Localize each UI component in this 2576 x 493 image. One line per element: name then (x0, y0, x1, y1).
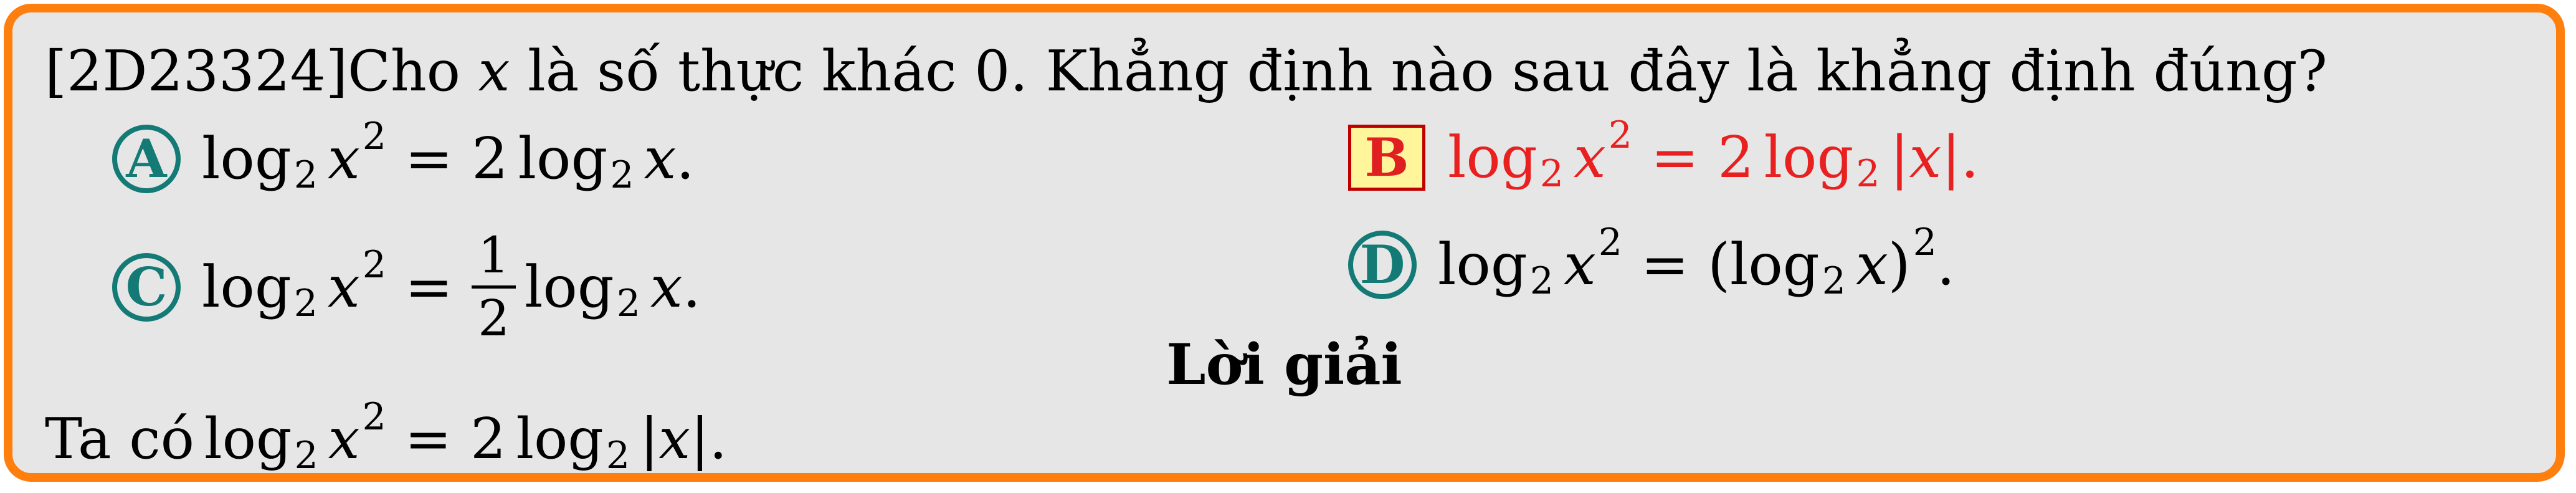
log-symbol: log (1448, 124, 1538, 191)
log-base: 2 (1539, 152, 1564, 196)
option-d-badge[interactable]: D (1348, 231, 1417, 299)
log-symbol: log (1764, 124, 1854, 191)
option-b[interactable] (1348, 113, 1979, 196)
variable: x (1573, 124, 1606, 191)
equals-sign: = (404, 253, 454, 320)
option-a-badge[interactable]: A (112, 125, 181, 193)
log-base: 2 (1856, 152, 1880, 196)
period: . (676, 125, 695, 192)
option-d-formula (1438, 221, 1956, 303)
option-b-badge[interactable]: B (1348, 125, 1425, 191)
coefficient: 2 (1718, 124, 1754, 191)
solution-title: Lời giải (1166, 332, 1402, 398)
option-b-formula (1448, 113, 1979, 196)
log-symbol: log (518, 125, 608, 192)
option-c-formula (202, 226, 701, 347)
close-paren: ) (1888, 231, 1911, 298)
log-symbol: log (1438, 231, 1528, 298)
question-text-start: Cho (347, 39, 478, 104)
variable: x (327, 125, 360, 192)
period: . (709, 406, 728, 472)
log-symbol: log (204, 406, 292, 472)
option-c-badge[interactable]: C (112, 253, 181, 322)
solution-prefix: Ta có (45, 406, 194, 472)
log-symbol: log (524, 253, 614, 320)
fraction-denominator: 2 (478, 289, 510, 347)
equals-sign: = (1650, 124, 1699, 191)
variable: x (1563, 231, 1596, 298)
log-symbol: log (1729, 231, 1820, 298)
fraction-numerator: 1 (478, 226, 510, 284)
log-symbol: log (516, 406, 604, 472)
coefficient: 2 (472, 125, 508, 192)
exponent: 2 (1608, 113, 1632, 157)
log-base: 2 (1529, 259, 1554, 303)
variable: x (328, 406, 360, 472)
log-base: 2 (293, 281, 318, 325)
solution-line (45, 395, 728, 477)
log-base: 2 (1822, 259, 1846, 303)
log-base: 2 (616, 281, 640, 325)
log-base: 2 (293, 153, 318, 197)
rhs-abs-variable: |x| (640, 406, 710, 472)
log-symbol: log (202, 125, 292, 192)
option-d[interactable] (1348, 221, 1956, 303)
rhs-variable: x (650, 253, 683, 320)
coefficient: 2 (470, 406, 506, 472)
exponent: 2 (362, 242, 386, 287)
equals-sign: = (1640, 231, 1690, 298)
option-a[interactable] (112, 115, 695, 197)
question-card (4, 4, 2565, 482)
log-base: 2 (610, 153, 634, 197)
variable: x (327, 253, 360, 320)
rhs-variable: x (1855, 231, 1888, 298)
period: . (1961, 124, 1979, 191)
question-code: [2D23324] (45, 39, 348, 104)
question-variable: x (478, 39, 510, 104)
question-line (45, 39, 2327, 104)
fraction (472, 226, 516, 347)
equals-sign: = (404, 406, 452, 472)
rhs-abs-variable: |x| (1889, 124, 1961, 191)
log-base: 2 (294, 434, 318, 477)
period: . (682, 253, 701, 320)
outer-exponent: 2 (1913, 221, 1937, 264)
exponent: 2 (362, 395, 386, 439)
equals-sign: = (404, 125, 454, 192)
rhs-variable: x (644, 125, 677, 192)
log-symbol: log (202, 253, 292, 320)
option-a-formula (202, 115, 695, 197)
exponent: 2 (1598, 221, 1622, 264)
question-text-end: là số thực khác 0. Khẳng định nào sau đây là khẳng định đúng? (510, 39, 2327, 104)
open-paren: ( (1708, 231, 1730, 298)
exponent: 2 (362, 115, 386, 158)
period: . (1936, 231, 1956, 298)
option-c[interactable] (112, 226, 701, 347)
log-base: 2 (606, 434, 630, 477)
